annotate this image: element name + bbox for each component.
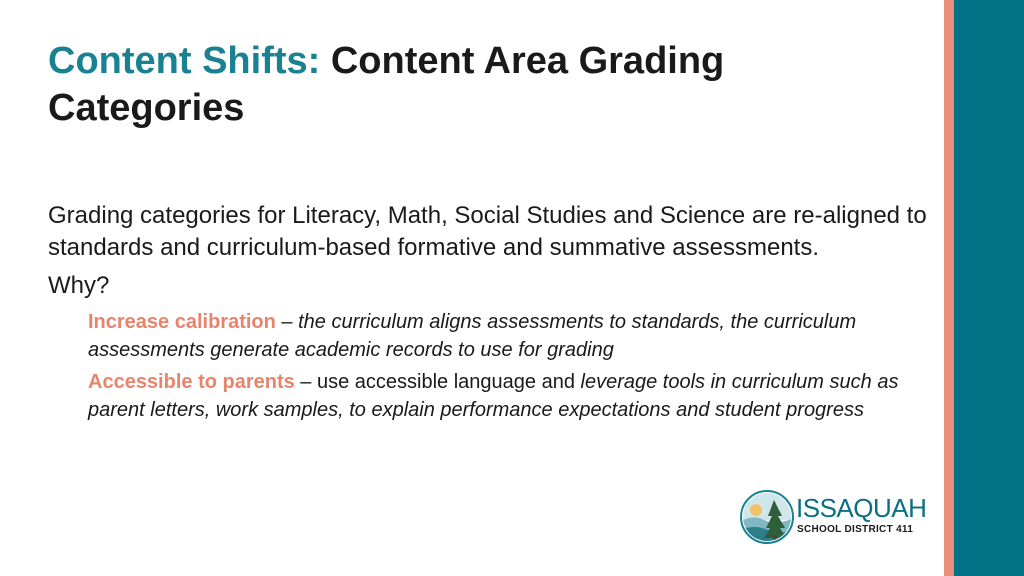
- intro-paragraph: Grading categories for Literacy, Math, Social Studies and Science are re-aligned to standards and curriculum-based formative and summative assessments.: [48, 202, 927, 261]
- reason-term: Accessible to parents: [88, 371, 295, 393]
- slide-title: [48, 38, 908, 132]
- teal-sidebar: [954, 0, 1024, 576]
- district-logo: [740, 490, 930, 546]
- reason-italic-text: leverage tools in curriculum such as parent letters, work samples, to explain performance expectations and student progress: [88, 371, 899, 421]
- reason-item-calibration: [88, 308, 928, 364]
- reason-text: the curriculum aligns assessments to standards, the curriculum assessments generate academic records to use for grading: [88, 311, 857, 361]
- title-accent: Content Shifts:: [48, 40, 321, 82]
- reasons-list: [88, 308, 928, 424]
- slide-body: [48, 200, 928, 428]
- coral-stripe: [944, 0, 954, 576]
- reason-dash: –: [275, 311, 299, 333]
- why-label: Why?: [48, 272, 110, 299]
- reason-term: Increase calibration: [88, 311, 276, 333]
- reason-plain-text: use accessible language and: [317, 371, 581, 393]
- reason-item-parents: [88, 368, 928, 424]
- district-emblem-icon: [740, 490, 794, 544]
- logo-subtitle: SCHOOL DISTRICT 411: [797, 524, 914, 535]
- logo-name: ISSAQUAH: [796, 493, 927, 523]
- title-main: Content Area Grading Categories: [48, 40, 725, 129]
- reason-dash: –: [294, 371, 317, 393]
